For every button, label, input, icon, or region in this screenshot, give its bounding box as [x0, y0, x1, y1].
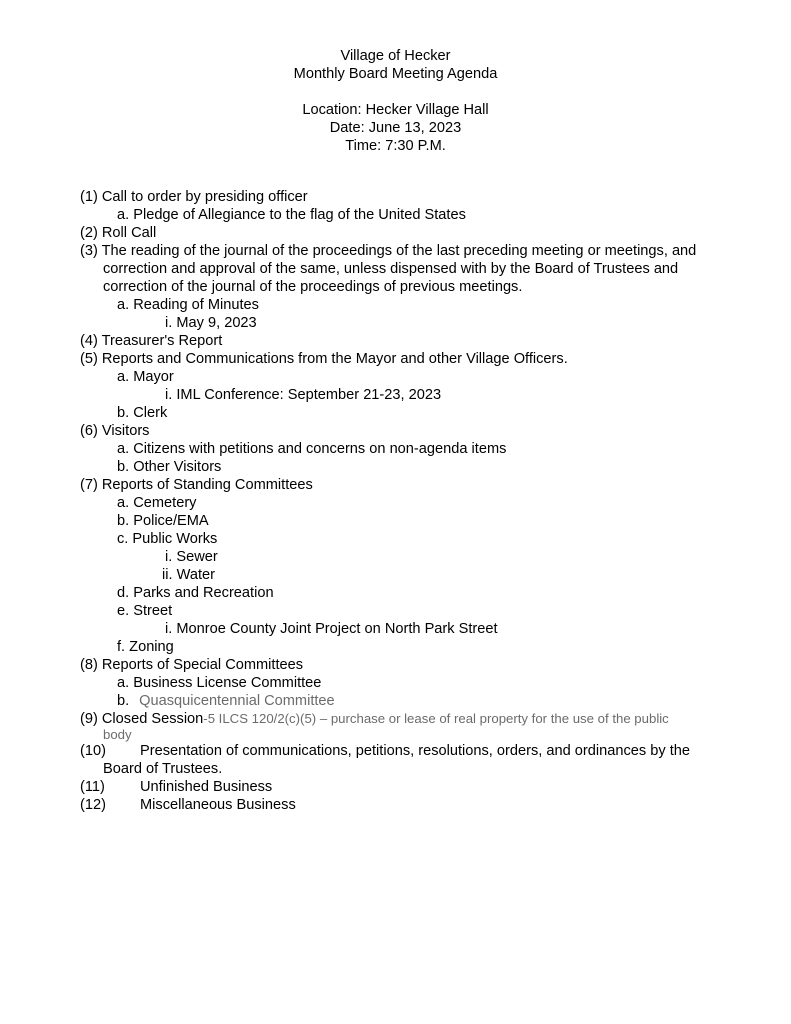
closed-session-label: (9) Closed Session	[80, 711, 204, 727]
agenda-subsubitem: i. May 9, 2023	[165, 315, 257, 331]
agenda-item-5: (5) Reports and Communications from the Mayor and other Village Officers.	[80, 351, 568, 367]
agenda-item-11-number: (11)	[80, 779, 105, 795]
agenda-item-7: (7) Reports of Standing Committees	[80, 477, 313, 493]
document-title: Monthly Board Meeting Agenda	[293, 66, 498, 82]
agenda-subitem: c. Public Works	[117, 531, 218, 547]
agenda-item-3-line-2: correction and approval of the same, unless dispensed with by the Board of Trustees and	[103, 261, 679, 277]
agenda-item-12: Miscellaneous Business	[140, 797, 296, 813]
meeting-location: Location: Hecker Village Hall	[302, 102, 489, 118]
agenda-item-10-line-2: Board of Trustees.	[103, 761, 223, 777]
agenda-subitem: f. Zoning	[117, 639, 174, 655]
agenda-item-3-line-3: correction of the journal of the proceedings of previous meetings.	[103, 279, 523, 295]
agenda-subsubitem: i. IML Conference: September 21-23, 2023	[165, 387, 442, 403]
agenda-subitem: a. Cemetery	[117, 495, 197, 511]
agenda-subitem: e. Street	[117, 603, 173, 619]
agenda-item-10: Presentation of communications, petitions, resolutions, orders, and ordinances by the	[140, 743, 691, 759]
agenda-item-8: (8) Reports of Special Committees	[80, 657, 304, 673]
meeting-date: Date: June 13, 2023	[329, 120, 462, 136]
agenda-item-1: (1) Call to order by presiding officer	[80, 189, 308, 205]
agenda-subitem: b. Other Visitors	[117, 459, 222, 475]
agenda-subsubitem: i. Sewer	[165, 549, 218, 565]
agenda-subitem: a. Mayor	[117, 369, 174, 385]
agenda-subitem: a. Business License Committee	[117, 675, 322, 691]
closed-session-detail-line-2: body	[103, 727, 132, 742]
agenda-item-12-number: (12)	[80, 797, 106, 813]
subitem-letter: b.	[117, 693, 130, 709]
agenda-item-11: Unfinished Business	[140, 779, 273, 795]
agenda-subitem: a. Reading of Minutes	[117, 297, 259, 313]
subitem-text: Quasquicentennial Committee	[139, 693, 335, 709]
agenda-subitem: d. Parks and Recreation	[117, 585, 274, 601]
agenda-subitem: b. Clerk	[117, 405, 168, 421]
agenda-item-4: (4) Treasurer's Report	[80, 333, 223, 349]
agenda-subitem: a. Pledge of Allegiance to the flag of the United States	[117, 207, 466, 223]
agenda-item-6: (6) Visitors	[80, 423, 150, 439]
agenda-subsubitem: i. Monroe County Joint Project on North Park Street	[165, 621, 498, 637]
meeting-time: Time: 7:30 P.M.	[345, 138, 446, 154]
org-name: Village of Hecker	[340, 48, 451, 64]
agenda-subitem	[117, 692, 335, 710]
agenda-item-2: (2) Roll Call	[80, 225, 157, 241]
agenda-item-10-number: (10)	[80, 743, 106, 759]
closed-session-detail: -5 ILCS 120/2(c)(5) – purchase or lease of real property for the use of the public	[203, 711, 669, 726]
agenda-subitem: b. Police/EMA	[117, 513, 209, 529]
agenda-subitem: a. Citizens with petitions and concerns on non-agenda items	[117, 441, 507, 457]
agenda-item-3: (3) The reading of the journal of the proceedings of the last preceding meeting or meetings, and	[80, 243, 697, 259]
agenda-subsubitem: ii. Water	[162, 567, 215, 583]
agenda-item-9	[80, 710, 669, 728]
